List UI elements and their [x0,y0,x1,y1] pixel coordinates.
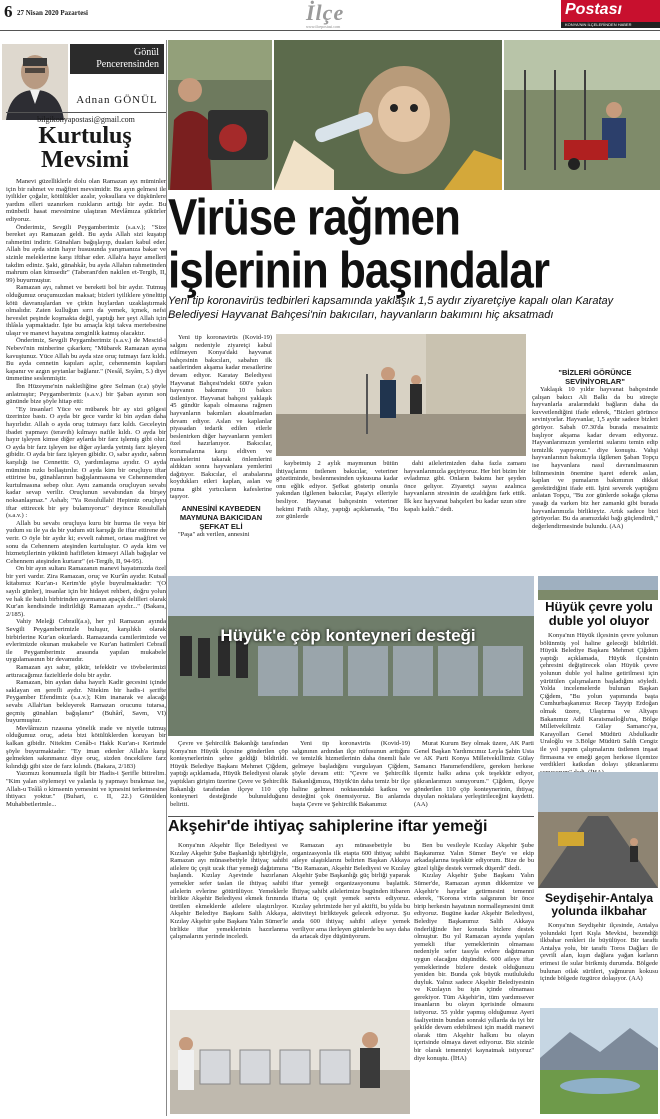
column-paragraph: "Ey insanlar! Yüce ve mübarek bir ay sizi gölgesi üzerinize bastı. O ayda bir gece vardır ki bin aydan daha hayırlıdır. Allah o ayda oruç tutmayı farz kıldı. Geceleyin ibadet yapmayı (teravih) kılmayı nafile kıldı. O ayda bir hayır işleyen kimse diğer aylarda bir farz işlemiş gibi olur. O ayda bir farz işleyen ise diğer aylarda yetmiş farz işleyen gibidir. O ayda bir farz işleyen gibidir. O, sabır ayıdır, sabrın karşılığı ise Cennettir. O, yardımlaşma ayıdır. O ayda müminin rızkı bollaştırılır. O ayda kim bir oruçluyu iftar ettirirse bu, günahlarının bağışlanmasına ve Cehennemden kurtulmasına sebep olur. Aynı zamanda oruçluyun sevabı kadar sevap verilir. Oruçlunun sevabından da birşey noksanlaşmaz." Ashab; "Ya Resulullah! Hepimiz oruçluyu iftar ettirecek bir şey bulamıyoruz" deyince Resulullah (s.a.v.) : [6,405,166,520]
story5-title: Seydişehir-Antalya yolunda ilkbahar [544,891,654,918]
main-headline [168,189,660,299]
main-subheadline: Yeni tip koronavirüs tedbirleri kapsamında yaklaşık 1,5 aydır ziyaretçiye kapalı olan Karatay Belediyesi Hayvanat Bahçesi'nin bakıcıları, hayvanların bakımını hiç aksatmadı [168,295,614,321]
header-rule [0,30,660,31]
photo-zoo-keeper-walk [276,334,526,456]
column-paragraph: Ramazan, bin aydan daha hayırlı Kadir gecesini içinde saklayan en şerefli aydır. Nitekim bir hadis-i şerifte Peygamber Efendimiz (s.a.v.); Kim inanarak ve alacağı sevabı Allah'tan bekleyerek Ramazan orucunu tutarsa, geçmiş günahları bağışlanır" (Buhârî, Savm, VI) buyurmuştur. [6,679,166,725]
column-paragraph: Önderimiz, Sevgili Peygamberimiz (s.a.v.) de Mescid-i Nebevi'nin minberine çıkarken; "Mübarek Ramazan ayına kavuştunuz. Yüce Allah bu ayda size oruç tutmayı farz kıldı. Bu ayda cennetin kapıları açılır, cehennemin kapıları kapanır ve azgın şeytanlar bağlanır." (Nesâî, Sıyâm, 5.) diye ümmetine seslenmiştir. [6,337,166,383]
main-story-col2 [276,460,398,572]
main-story-subhead-right: "BİZLERİ GÖRÜNCE SEVİNİYORLAR" [558,368,632,386]
story2-col2-text: Yeni tip koronavirüs (Kovid-19) salgınının ardından ilçe nüfusunun arttığını ve temizlik hizmetlerinin daha önemli hale gelmeye başladığını vurgulayan Çiğdem, şöyle devam etti: "Çevre ve Şehircilik Bakanlığımıza, Hüyük'ün daha temiz bir ilçe haline gelmesi noktasındaki katkısı ve desteğini çok önemsiyoruz. Bu anlamda başta Çevre ve Şehircilik Bakanımız [292,740,410,808]
story3-col3a-text: Ben bu vesileyle Kızılay Akşehir Şube Başkanımız Yalın Sümer Bey'e ve ekip arkadaşlarına teşekkür ediyorum. Bize de bu güzel işliğe destek vermek düşerdi" dedi. [414,842,534,872]
story2-col3-text: Murat Kurum Bey olmak üzere, AK Parti Genel Başkan Yardımcımız Leyla Şahin Usta ve AK Parti Konya Milletvekillimiz Gülay Samancı Hanımefendilere, gereken herkese ilçemiz halkı adına çok teşekkür ediyor, şükranlarımızı sunuyorum." Çiğdem, ilçeye gönderilen 110 çöp konteynerinin, ihtiyaç duyulan noktalara yerleştirileceğini kaydetti. (AA) [414,740,534,808]
column-paragraph: Yazımızı konumuzla ilgili bir Hadis-i Şerifle bitirelim. "Kim yalan söylemeyi ve yalanla iş yapmayı bırakmaz ise, Allah-u Teâlâ o kimsenin yemesini ve içmesini terketmesine ihtiyacı yoktur." (Buhari, c. II, 22.) Gönülden Muhabbetlerimle... [6,770,166,808]
column-paragraph: Manevi güzelliklerle dolu olan Ramazan ayı müminler için bir rahmet ve mağfiret mevsimidir. Bu ayın gelmesi ile iyilikler çoğalır, kötülükler azalır, yoksullara ve düşkünlere yardım elleri uzanırken rızıkların arttığı bir aydır. Bu münbetli hasat mevsimine ulaştıran Mevlâmıza şükürler ediyoruz. [6,178,166,223]
story3-title: Akşehir'de ihtiyaç sahiplerine iftar yemeği [168,818,488,835]
photo-keeper-feeding [168,40,272,190]
logo-tagline: KONYA'NIN İLÇELERİNDEN HABER [561,22,660,28]
column-paragraph: İbn Hüzeyme'nin nakletliğine göre Selman (r.a) şöyle anlatmıştır; Peygamberimiz (s.a.v.) bir Şaban ayının son gününde bize şöyle hitap etti: [6,383,166,406]
author-email[interactable]: bilgikonyapostasi@gmail.com [6,112,166,124]
story5-body [540,922,658,1004]
story5-text: Konya'nın Seydişehir ilçesinde, Antalya yolundaki İçeri Kışla Mevkisi, bezendiği ilkbahar renkleri ile büyülüyor. Bir taraftı Antalya yolu, bir taraftı Toros Dağları ile çevrili alan, kışın dağlara yağan karların erimesi ile sular birikmiş durumda. Bölgede bulunan otlak sürüleri, yağmurun kokusu içinde bölgede özgürce dolaşıyor. (AA) [540,922,658,983]
story4-text: Konya'nın Hüyük ilçesinin çevre yolunun bölünmüş yol haline geleceği bildirildi. Hüyük Belediye Başkanı Mehmet Çiğdem yaptığı açıklamada, Hüyük ilçesinin çehresini değiştirecek olan Hüyük çevre yolunun duble yol haline getirilmesi için yürütülen çalışmaların başladığını söyledi. Yolda incelemelerde bulunan Başkan Çiğdem, "Bu yolun yapımında başta Cumhurbaşkanımız Recep Tayyip Erdoğan olmak üzere, Ulaştırma ve Altyapı Bakanımız Adil Karaismailoğlu'na, Bölge Milletvekilimiz Gülay Samancı'ya, Karayolları Genel Müdürü Abdulkadir Uraloğlu ve 3.Bölge Müdürü Salih Cengiz ile yol yapım çalışmalarını üstlenen inşaat firmasına ve emeği geçen herkese ilçemize verdikleri katkıdan dolayı şükranlarımı [540,632,658,769]
story3-col2 [292,842,410,1006]
column-paragraph: Allah bu sevabı oruçluya kuru bir hurma ile veya bir yudum su ile ya da bir yudum süt karışığı ile iftar ettirene de verir. O öyle bir aydır ki; evveli rahmet, ortası mağfiret ve sonu da Cehennem ateşinden kurtuluştur. O ayda kim ve hizmetçilerinin yükünü hafifleten kimseyi Allah bağışlar ve Cehennem ateşinden kurtarır" (et-Tergib, II, 94-95). [6,519,166,565]
main-story-right-text: Yaklaşık 10 yıldır hayvanat bahçesinde çalışan bakıcı Ali Balkı da bu süreçte hayvanlarla aralarındaki bağların daha da kuvvetlendiğini ifade ederek, "Bizleri görünce seviniyorlar. Hayvanlar, 1,5 aydır sadece bizleri görüyor. Sabah 07.30'da burada mesaimiz başlıyor akşama kadar devam ediyoruz. Hayvanlarımızın yemlerini sularını temin edip temizlik yapıyoruz." diye konuştu. Vahşi hayvanlarının bakımıyla ilgilenen Şaban Topçu ise hayvanlara nasıl davranılmasının bilinmesinin önemine işaret ederek aslan, kaplan ve pumaların bakımının dikkat gerektirdiğini ifade etti. İşini severek yaptığını anlatan Topçu, "Bu zor günlerde sokağa çıkma yasağı da varken biz her zamanki gibi burada hayvanlarımızla birlikteyiz. Artık sadece bizi görüyorlar. Bu da aramızdaki bağı güçlendirdi," değerlendirmesinde bulundu. (AA) [532,386,658,530]
story4-body [540,632,658,770]
column-paragraph: On bir ayın sultanı Ramazanın manevi hayatımızda özel bir yeri vardır. Zira Ramazan, oruç ve Kur'ân ayıdır. Kutsal kitabımız Kur'an-ı Kerim'de şöyle buyrulmaktadır: "(O sayılı günler), insanlar için bir hidayet rehberi, doğru yolun ve hak ile batılı birbirinden ayırmanın apaçık delilleri olarak Kur'an kendisinde indirildiği Ramazan ayıdır..." (Bakara, 2/185). [6,565,166,618]
column-title-line2: Mevsimi [41,147,129,173]
photo-garbage-containers [168,576,534,736]
author-name: Adnan GÖNÜL [76,94,158,106]
main-story-right [532,368,658,592]
main-story-col1 [170,334,272,592]
column-body [6,178,166,1114]
column-header-line2: Pencerensinden [96,59,159,70]
story2-col2 [292,740,410,814]
column-divider [166,40,167,1116]
column-paragraph: Ramazan ayı sabır, şükür, tefekkür ve tövbelerimizi arttıracağımız fazieltlerle dolu bir aydır. [6,664,166,679]
column-paragraph: Ramazan ayı, rahmet ve bereketi bol bir aydır. Tutmuş olduğumuz oruçumuzdan maksat; bizleri iyiliklere yönelttip kötü davranışlardan ve çirkin huylardan uzaklaştırmak olmalıdır. Zaten kulluğun sırrı da yemek, içmek, nefsi heveslet peşinde koşmakta değil, yaptığı her şeyi Allah için ihlâsla yapmaktadır. İşte bu amaçla kişi takva mertebesine ulaşır ve manevi hayatına zenginlik katmış olacaktır. [6,284,166,337]
story3-rule [168,816,534,817]
column-paragraph: Önderimiz, Sevgili Peygamberimiz (s.a.v.); "Size bereket ayı Ramazan geldi. Bu ayda Allah sizi kuşatıp rahmetini indirir. Günahları bağışlayıp, duaları kabul eder. Allah bu ayda sizin hayır hususunda yarışmanıza bakar ve sizinle meleklerine karşı iftihar eder. Allah'a hayır amelleri takdim ediniz. Şaki, günahkâr, bu ayda Allahın rahmetinden mahrum olan kimsedir" (Taberani'den nakilen et-Tergib, II, 99) buyurmuştur. [6,223,166,284]
photo-monkey-bottle [274,40,502,190]
story3-col3 [414,842,534,1112]
newspaper-logo: Postası [561,0,660,22]
main-story-col1-tail: "Paşa" adı verilen, annesini [178,531,250,539]
author-avatar [2,44,68,120]
masthead: İlçe [306,0,345,25]
story2-col3 [414,740,534,814]
photo-keeper-cart [504,40,660,190]
column-title-line1: Kurtuluş [38,123,132,149]
column-header [70,44,164,74]
masthead-url: www.ilcepostasi.com [306,24,341,29]
story2-title: Hüyük'e çöp konteyneri desteği [220,626,476,645]
main-story-subhead-monkey: ANNESİNİ KAYBEDEN MAYMUNA BAKICIDAN ŞEFKAT ELİ [179,504,263,532]
photo-road-top [538,576,658,600]
story2-col1 [170,740,288,814]
column-paragraph: Vahiy Meleği Cebrail(a.s), her yıl Ramazan ayında Sevgili Peygamberimizle buluşur, karşılıklı olarak birbirlerine Kur'an okurlardı. Ramazanda camilerimizde ve evlerimizde okunan mukabele ve Kur'an hatimleri Cebrail ile Peygamberimiz arasında yapılan mukabele uygulamasının bir devamıdır. [6,618,166,664]
column-paragraph: Mevlâmızın rızasına yönelik ırade ve niyetle tutmuş olduğumuz oruç, adeta bizi kötülüklerden koruyan bir kalkan gibidir. Nitekim Cenâb-ı Hakk Kur'an-ı Kerimde şöyle buyurmaktadır: "Ey iman edenler Allah'a karşı gelmekten sakınmanız diye oruç, sizden öncekilere farz kılındığı gibi size de farz kılındı. (Bakara, 2/183) [6,724,166,770]
main-story-col3-text: dahi ailelerimizden daha fazla zamanı hayvanlarımızla geçiriyoruz. Her biri bizim bir evladımız gibi. Onların bakımı her şeyden önce geliyor. Ziyaretçi sayısı azalınca hayvanların stresinin de azaldığını fark ettik. İlk kez hayvanat bahçeleri bu kadar uzun süre kapalı kaldı." dedi. [404,460,527,513]
main-headline-line1: Virüse rağmen [168,189,460,247]
photo-iftar-kitchen [170,1010,410,1114]
issue-date: 27 Nisan 2020 Pazartesi [17,9,88,17]
main-headline-line2: işlerinin başındalar [168,242,550,299]
column-title [4,124,166,172]
photo-road-construction [538,772,658,888]
column-header-line1: Gönül [134,47,159,58]
main-story-col3 [404,460,526,572]
main-story-col1-text: Yeni tip koronavirüs (Kovid-19) salgını nedeniyle ziyaretçi kabul edilmeyen Konya'daki hayvanat bahçesinin bakıcıları, sabahın ilk saatlerinden akşama kadar mesailerine devam ediyor. Karatay Belediyesi Hayvanat Bahçesi'ndeki 600'e yakın hayvanın bakımını 10 bakıcı üstleniyor. Hayvanat bahçesi yaklaşık 45 gündür kapalı olmasına rağmen hayvanların bakımları aksatılmadan devam ediyor. Aslan ve kaplanlar piyasadan tedarik edilen etlerle beslenirken diğer hayvanların yemleri özel hazırlanıyor. Bakıcılar, korumalarına karşı eldiven ve maskelerini takarak önlemlerini aldıktan sonra hayvanlara yemlerini dağıtıyor. Bakıcılar, el arabalarına koydukları etleri kaplan, aslan ve puma gibi yırtıcıların kafeslerine taşıyor. [170,334,272,501]
page-number: 6 [4,2,13,21]
story3-col2-text: Ramazan ayı münasebetiyle bu organizasyonla ilk etapta 600 ihtiyaç sahibi aileye ulaştıklarını belirten Başkan Akkaya "Bu Ramazan, Akşehir Belediyesi ve Kızılay Akşehir Şube Başkanlığı güç birliği yaparak iftar yemeği organizasyonunu başlattık. İhtiyaç sahibi ailelerimize bugünden itibaren iftarta üç çeşit yemek servis ediyoruz. Kızılay şehrimizde her yıl aktifti, bu yılda bu aktiviteyi birlikteyek gelecek ediyoruz. Şu anda 600 ihtiyaç sahibi aileye yemek veriliyor ama ilerleyen günlerde bu sayı daha da artacak diye düşünüyorum. [292,842,410,941]
story4-title: Hüyük çevre yolu duble yol oluyor [545,599,653,628]
story3-col1 [170,842,288,1006]
photo-seydisehir-landscape [540,1008,658,1114]
story2-col1-text: Çevre ve Şehircilik Bakanlığı tarafından Konya'nın Hüyük ilçesine gönderilen çöp konteynerlerinin şehre geldiği bildirildi. Hüyük Belediye Başkanı Mehmet Çiğdem, yaptığı açıklamada, Hüyük Belediyesi olarak yaptıkları girişim üzerine Çevre ve Şehircilik Bakanlığı tarafından ilçeye 110 çöp konteyneri desteğinde bulunulduğunu belirtti. [170,740,288,808]
story3-col1-text: Konya'nın Akşehir İlçe Belediyesi ve Kızılay Akşehir Şube Başkanlığı işbirliğiyle, Ramazan ayı münasebetiyle ihtiyaç sahibi ailelere üç çeşit ucak iftar yemeği dağıtımına başlandı. Kızılay Aşevinde hazırlanan yemekler sefer taslan ile ihtiyaç sahibi ailelerin evlerine götürülüyor. Yemeklerle birlikte Akşehir Belediyesi ekmek fırınında üretilen ekmeklerde ailelere ulaştırılıyor. Akşehir Belediye Başkanı Salih Akkaya, Kızılay Akşehir şube Başkanı Yalın Sümer'le birlikte iftar yemeklerinin hazırlanma çalışmalarını yerinde inceledi. [170,842,288,941]
story3-col3b-text: Kızılay Akşehir Şube Başkanı Yalın Sümer'de, Ramazan ayının dikkemize ve Akşehir'e hayırlar getirmesini temenni ederek, "Korona virüs salgınının bir önce birip herkesin hayatının normalleşmesini ümit ediyoruz. Bugüne kadar Akşehir Belediyesi, Belediye Başkanımız Salih Akkaya önderliğinde her konuda bizlere destek olmuştur. Bu yıl Ramazan ayında yapılan yemekli iftar yemeklerinin olmaması nedeniyle sefer tasıyla evlere dağıtmanın uygun olacağını düşündük. 600 aileye iftar yemeklerinde bizlere destek olduğunuzu yeniden bir. Bunda çok büyük mutlulukdu duyluk. Yalnız sadece Akşehir Belediyesinin ve Kızılayın bu işin içinde olmaması gerekiyor. Tüm Akşehir'in, tüm yardımsever insanların bu olayın içerisinde olmasını istiyoruz. 55 yıldır yapmış olduğumuz Ayeri faaliyetinin bundan sonraki yıllarda da iyi bir şekilde devam edebilmesi için maddi manevi olarak tüm Akşehir halkını bu olayın içerisinde olmaya davet ediyoruz. Biz sizinle bir olarak temenniyi kaynatmak istiyoruz" diye konuştu. (İHA) [414,872,534,1062]
main-story-col2-text: kaybetmiş 2 aylık maymunun bütün ihtiyaçlarını üstlenen bakıcılar, veteriner gözetiminde, beslenmesinden uykusuna kadar onu eğlik ediyor. Şefkat gösterip onunla yakından ilgilenen bakıcılar, Paşa'yı elleriyle besliyor. Hayvanat bahçesinin veteriner hekimi Fatih Altay, yaptığı açıklamada, "Bu zor günlerde [276,460,398,521]
